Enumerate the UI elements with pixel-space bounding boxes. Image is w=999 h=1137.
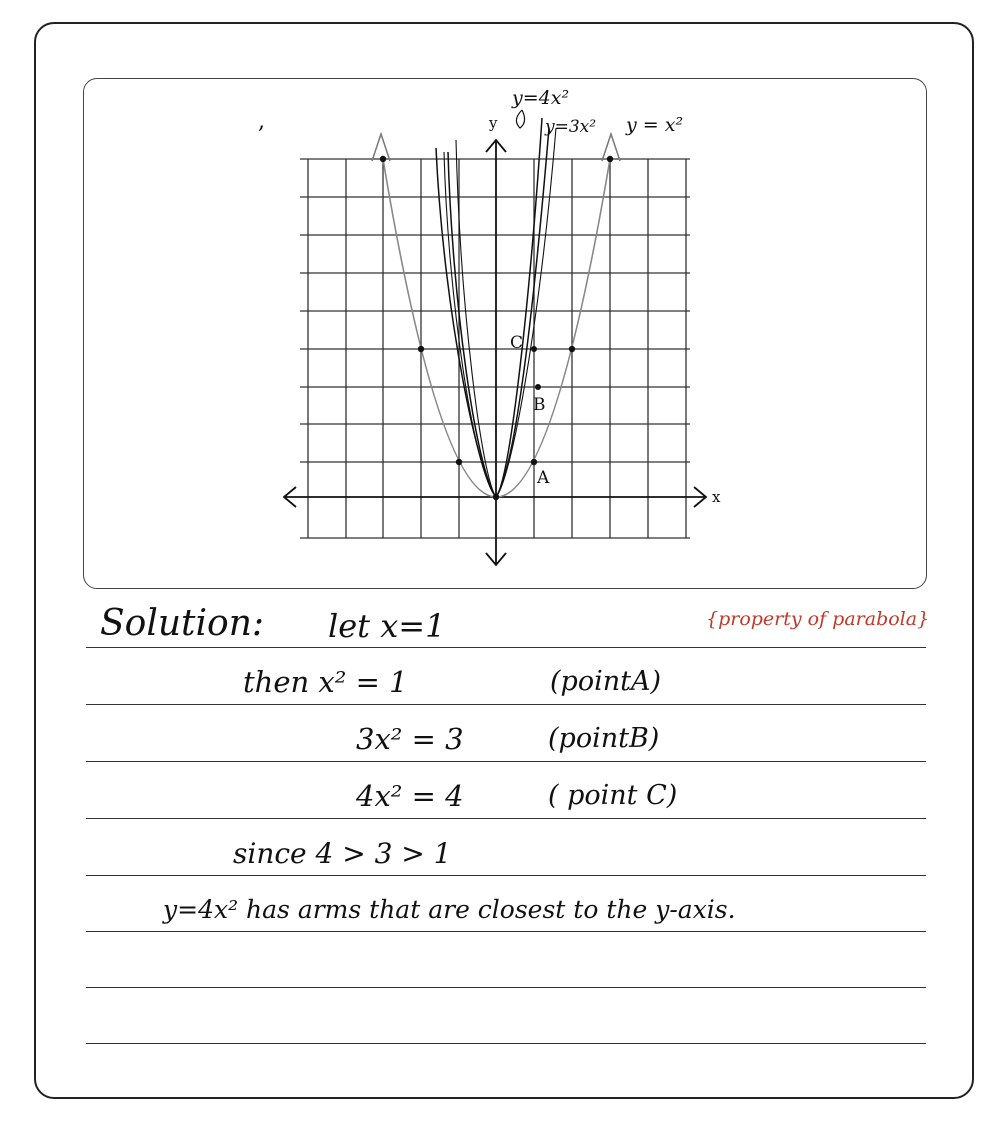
step-3-point: ( point C) <box>548 780 678 811</box>
point-b-label: B <box>533 395 546 415</box>
label-y-4x2: y=4x² <box>512 87 570 109</box>
point-c-marker <box>531 346 537 352</box>
graph-axes <box>284 140 706 565</box>
step-2-expr: 3x² = 3 <box>356 722 464 756</box>
solution-heading: Solution: <box>100 603 265 644</box>
label-pointer-mark <box>516 110 524 128</box>
step-2-point: (pointB) <box>548 723 660 754</box>
conclusion-line: y=4x² has arms that are closest to the y-axis. <box>163 895 736 924</box>
step-1-point: (pointA) <box>550 666 661 697</box>
ruled-line <box>86 1043 926 1044</box>
ruled-line <box>86 875 926 876</box>
graph-grid <box>300 159 690 538</box>
ruled-line <box>86 818 926 819</box>
ruled-line <box>86 647 926 648</box>
ruled-line <box>86 704 926 705</box>
stray-ink-mark: , <box>258 109 265 134</box>
point-b-marker <box>535 384 541 390</box>
y-axis-label: y <box>489 114 498 132</box>
label-y-x2: y = x² <box>626 114 684 136</box>
x-axis-label: x <box>712 488 721 506</box>
point-a-label: A <box>537 468 550 488</box>
since-line: since 4 > 3 > 1 <box>233 837 452 870</box>
curve-y-equals-4x-squared <box>436 118 542 497</box>
ruled-line <box>86 987 926 988</box>
curve-y-equals-4x-squared-trace <box>456 128 556 497</box>
ruled-line <box>86 931 926 932</box>
step-1-expr: then x² = 1 <box>243 665 408 699</box>
point-c-label: C <box>510 333 524 353</box>
step-3-expr: 4x² = 4 <box>356 779 464 813</box>
ruled-line <box>86 761 926 762</box>
solution-note: {property of parabola} <box>706 608 930 630</box>
label-y-3x2: y=3x² <box>545 117 597 137</box>
solution-let: let x=1 <box>328 607 446 645</box>
